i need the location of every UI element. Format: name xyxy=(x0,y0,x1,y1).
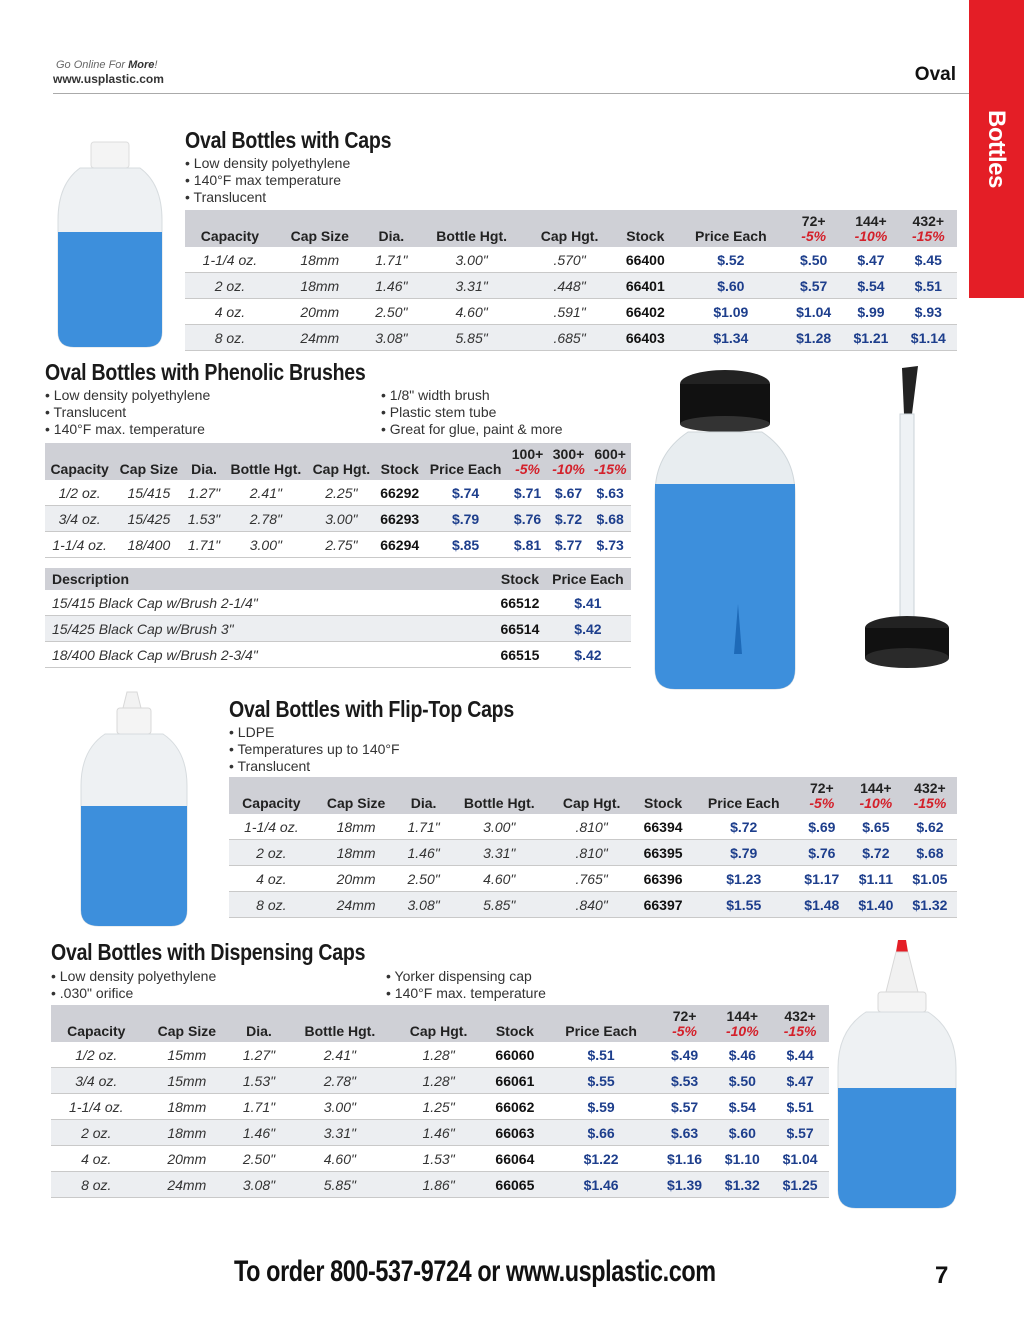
feature-item: • 140°F max. temperature xyxy=(386,985,546,1002)
table-caps xyxy=(185,210,957,351)
table-row xyxy=(229,840,957,866)
spec-cell: 3.08" xyxy=(232,1172,286,1198)
column-header: Description xyxy=(45,568,495,590)
oval-bottle-with-cap-image xyxy=(50,140,170,352)
spec-cell: 24mm xyxy=(314,892,399,918)
stock-number: 66292 xyxy=(376,480,424,506)
table-brush-accessories xyxy=(45,568,631,668)
spec-cell: 1.71" xyxy=(183,532,224,558)
spec-cell: 18mm xyxy=(275,247,365,273)
section-title-dispensing: Oval Bottles with Dispensing Caps xyxy=(51,939,366,965)
spec-cell: 8 oz. xyxy=(229,892,314,918)
price-cell: $1.39 xyxy=(656,1172,714,1198)
price-cell: $.57 xyxy=(771,1120,829,1146)
column-header: Price Each xyxy=(424,443,507,480)
stock-number: 66064 xyxy=(483,1146,546,1172)
header-divider xyxy=(53,93,969,94)
stock-number: 66514 xyxy=(495,616,545,642)
price-cell: $1.25 xyxy=(771,1172,829,1198)
column-header: Cap Hgt. xyxy=(525,210,614,247)
price-cell: $.50 xyxy=(785,247,842,273)
price-cell: $1.40 xyxy=(849,892,903,918)
price-cell: $1.09 xyxy=(677,299,785,325)
price-cell: $1.17 xyxy=(795,866,849,892)
price-cell: $.68 xyxy=(903,840,957,866)
price-cell: $.69 xyxy=(795,814,849,840)
table-dispensing xyxy=(51,1005,829,1198)
column-header: Price Each xyxy=(677,210,785,247)
stock-number: 66401 xyxy=(614,273,677,299)
stock-number: 66063 xyxy=(483,1120,546,1146)
spec-cell: 1.53" xyxy=(232,1068,286,1094)
price-cell: $.51 xyxy=(900,273,957,299)
spec-cell: 3/4 oz. xyxy=(51,1068,142,1094)
column-header: Cap Size xyxy=(275,210,365,247)
price-cell: $.76 xyxy=(795,840,849,866)
spec-cell: 2.41" xyxy=(225,480,308,506)
spec-cell: 2 oz. xyxy=(185,273,275,299)
column-header: Capacity xyxy=(51,1005,142,1042)
table-flip-top xyxy=(229,777,957,918)
spec-cell: 3.31" xyxy=(286,1120,394,1146)
price-cell: $1.32 xyxy=(903,892,957,918)
stock-number: 66400 xyxy=(614,247,677,273)
column-header: 144+ -10% xyxy=(842,210,899,247)
spec-cell: .591" xyxy=(525,299,614,325)
price-cell: $1.55 xyxy=(693,892,795,918)
spec-cell: 1.28" xyxy=(394,1042,483,1068)
feature-list-brushes-left xyxy=(45,387,210,438)
price-cell: $.41 xyxy=(545,590,631,616)
spec-cell: 1-1/4 oz. xyxy=(185,247,275,273)
column-header: Dia. xyxy=(183,443,224,480)
price-cell: $.62 xyxy=(903,814,957,840)
price-cell: $.85 xyxy=(424,532,507,558)
spec-cell: 4.60" xyxy=(286,1146,394,1172)
stock-number: 66512 xyxy=(495,590,545,616)
price-cell: $.47 xyxy=(771,1068,829,1094)
spec-cell: 4 oz. xyxy=(229,866,314,892)
spec-cell: 8 oz. xyxy=(185,325,275,351)
feature-list-brushes-right xyxy=(381,387,563,438)
spec-cell: 3.31" xyxy=(418,273,525,299)
price-cell: $1.23 xyxy=(693,866,795,892)
price-cell: $.46 xyxy=(713,1042,771,1068)
price-cell: $.53 xyxy=(656,1068,714,1094)
price-cell: $1.28 xyxy=(785,325,842,351)
table-row xyxy=(51,1068,829,1094)
stock-number: 66293 xyxy=(376,506,424,532)
feature-item: • Yorker dispensing cap xyxy=(386,968,546,985)
stock-number: 66065 xyxy=(483,1172,546,1198)
price-cell: $1.04 xyxy=(785,299,842,325)
table-row xyxy=(45,616,631,642)
feature-item: • LDPE xyxy=(229,724,400,741)
description-cell: 15/425 Black Cap w/Brush 3" xyxy=(45,616,495,642)
column-header: Cap Hgt. xyxy=(550,777,634,814)
column-header: 432+ -15% xyxy=(900,210,957,247)
column-header: 432+ -15% xyxy=(771,1005,829,1042)
spec-cell: 15/425 xyxy=(114,506,183,532)
tagline: Go Online For More! xyxy=(56,59,158,71)
column-header: Stock xyxy=(483,1005,546,1042)
oval-bottle-flip-top-image xyxy=(75,690,195,930)
spec-cell: 2.41" xyxy=(286,1042,394,1068)
price-cell: $.66 xyxy=(547,1120,656,1146)
price-cell: $.50 xyxy=(713,1068,771,1094)
price-cell: $1.34 xyxy=(677,325,785,351)
spec-cell: 1.46" xyxy=(232,1120,286,1146)
table-row xyxy=(185,325,957,351)
spec-cell: 4 oz. xyxy=(51,1146,142,1172)
table-brushes xyxy=(45,443,631,558)
column-header: Bottle Hgt. xyxy=(418,210,525,247)
price-cell: $.49 xyxy=(656,1042,714,1068)
description-cell: 18/400 Black Cap w/Brush 2-3/4" xyxy=(45,642,495,668)
column-header: 600+ -15% xyxy=(589,443,631,480)
price-cell: $1.14 xyxy=(900,325,957,351)
spec-cell: 4 oz. xyxy=(185,299,275,325)
spec-cell: 15mm xyxy=(142,1068,233,1094)
spec-cell: 3.08" xyxy=(365,325,418,351)
column-header: Capacity xyxy=(185,210,275,247)
spec-cell: 5.85" xyxy=(449,892,550,918)
spec-cell: 2.50" xyxy=(398,866,448,892)
spec-cell: 2.75" xyxy=(307,532,375,558)
price-cell: $.57 xyxy=(656,1094,714,1120)
spec-cell: 20mm xyxy=(142,1146,233,1172)
column-header: 72+ -5% xyxy=(795,777,849,814)
spec-cell: 1-1/4 oz. xyxy=(229,814,314,840)
column-header: Price Each xyxy=(545,568,631,590)
price-cell: $.76 xyxy=(507,506,547,532)
spec-cell: 3.00" xyxy=(286,1094,394,1120)
spec-cell: 1.46" xyxy=(398,840,448,866)
price-cell: $.60 xyxy=(677,273,785,299)
spec-cell: .685" xyxy=(525,325,614,351)
spec-cell: 4.60" xyxy=(449,866,550,892)
price-cell: $.63 xyxy=(656,1120,714,1146)
spec-cell: 3/4 oz. xyxy=(45,506,114,532)
column-header: Cap Hgt. xyxy=(307,443,375,480)
spec-cell: 3.00" xyxy=(225,532,308,558)
spec-cell: 15mm xyxy=(142,1042,233,1068)
price-cell: $.65 xyxy=(849,814,903,840)
column-header: Stock xyxy=(376,443,424,480)
column-header: Cap Size xyxy=(314,777,399,814)
feature-item: • Plastic stem tube xyxy=(381,404,563,421)
column-header: Bottle Hgt. xyxy=(225,443,308,480)
feature-item: • Temperatures up to 140°F xyxy=(229,741,400,758)
oval-bottle-dispensing-image xyxy=(832,938,962,1214)
table-row xyxy=(51,1120,829,1146)
spec-cell: 5.85" xyxy=(418,325,525,351)
column-header: Capacity xyxy=(45,443,114,480)
spec-cell: .810" xyxy=(550,840,634,866)
table-row xyxy=(45,506,631,532)
price-cell: $1.22 xyxy=(547,1146,656,1172)
feature-item: • Low density polyethylene xyxy=(51,968,216,985)
feature-item: • .030" orifice xyxy=(51,985,216,1002)
spec-cell: .765" xyxy=(550,866,634,892)
category-tab: Bottles xyxy=(969,0,1024,298)
price-cell: $1.46 xyxy=(547,1172,656,1198)
spec-cell: 1.27" xyxy=(183,480,224,506)
price-cell: $.99 xyxy=(842,299,899,325)
price-cell: $.79 xyxy=(424,506,507,532)
stock-number: 66062 xyxy=(483,1094,546,1120)
feature-item: • Low density polyethylene xyxy=(185,155,350,172)
stock-number: 66403 xyxy=(614,325,677,351)
spec-cell: 1.27" xyxy=(232,1042,286,1068)
spec-cell: 3.31" xyxy=(449,840,550,866)
feature-item: • Translucent xyxy=(45,404,210,421)
price-cell: $.72 xyxy=(849,840,903,866)
spec-cell: 3.00" xyxy=(418,247,525,273)
price-cell: $1.05 xyxy=(903,866,957,892)
price-cell: $.67 xyxy=(548,480,590,506)
price-cell: $.72 xyxy=(548,506,590,532)
spec-cell: 1-1/4 oz. xyxy=(51,1094,142,1120)
price-cell: $.68 xyxy=(589,506,631,532)
spec-cell: 1.71" xyxy=(232,1094,286,1120)
column-header: 144+ -10% xyxy=(713,1005,771,1042)
table-row xyxy=(185,299,957,325)
price-cell: $.60 xyxy=(713,1120,771,1146)
feature-item: • 140°F max. temperature xyxy=(45,421,210,438)
table-row xyxy=(45,532,631,558)
price-cell: $.47 xyxy=(842,247,899,273)
feature-item: • Great for glue, paint & more xyxy=(381,421,563,438)
spec-cell: .840" xyxy=(550,892,634,918)
feature-item: • Translucent xyxy=(229,758,400,775)
spec-cell: 18mm xyxy=(314,814,399,840)
spec-cell: 1/2 oz. xyxy=(45,480,114,506)
spec-cell: 3.00" xyxy=(449,814,550,840)
price-cell: $.55 xyxy=(547,1068,656,1094)
column-header: 144+ -10% xyxy=(849,777,903,814)
spec-cell: 1.28" xyxy=(394,1068,483,1094)
column-header: Capacity xyxy=(229,777,314,814)
spec-cell: 18mm xyxy=(275,273,365,299)
spec-cell: 1-1/4 oz. xyxy=(45,532,114,558)
spec-cell: 2.78" xyxy=(286,1068,394,1094)
feature-item: • Low density polyethylene xyxy=(45,387,210,404)
column-header: 72+ -5% xyxy=(656,1005,714,1042)
oval-bottle-with-brush-image xyxy=(650,364,800,694)
section-title-flip-top: Oval Bottles with Flip-Top Caps xyxy=(229,696,515,722)
price-cell: $1.21 xyxy=(842,325,899,351)
description-cell: 15/415 Black Cap w/Brush 2-1/4" xyxy=(45,590,495,616)
feature-list-dispensing-right xyxy=(386,968,546,1002)
spec-cell: 2 oz. xyxy=(229,840,314,866)
spec-cell: 3.00" xyxy=(307,506,375,532)
spec-cell: 2.50" xyxy=(365,299,418,325)
feature-item: • 1/8" width brush xyxy=(381,387,563,404)
column-header: Cap Size xyxy=(114,443,183,480)
stock-number: 66395 xyxy=(633,840,692,866)
price-cell: $.44 xyxy=(771,1042,829,1068)
column-header: 72+ -5% xyxy=(785,210,842,247)
column-header: Bottle Hgt. xyxy=(286,1005,394,1042)
column-header: Dia. xyxy=(398,777,448,814)
spec-cell: 2.25" xyxy=(307,480,375,506)
site-url[interactable]: www.usplastic.com xyxy=(53,72,164,86)
stock-number: 66294 xyxy=(376,532,424,558)
spec-cell: 24mm xyxy=(142,1172,233,1198)
column-header: Stock xyxy=(633,777,692,814)
spec-cell: 20mm xyxy=(275,299,365,325)
table-row xyxy=(51,1042,829,1068)
section-name: Oval xyxy=(914,64,956,85)
price-cell: $.71 xyxy=(507,480,547,506)
table-row xyxy=(185,273,957,299)
stock-number: 66061 xyxy=(483,1068,546,1094)
price-cell: $.52 xyxy=(677,247,785,273)
stock-number: 66402 xyxy=(614,299,677,325)
spec-cell: 1.53" xyxy=(183,506,224,532)
spec-cell: 1/2 oz. xyxy=(51,1042,142,1068)
spec-cell: 18mm xyxy=(142,1120,233,1146)
feature-item: • Translucent xyxy=(185,189,350,206)
price-cell: $.72 xyxy=(693,814,795,840)
spec-cell: 1.86" xyxy=(394,1172,483,1198)
column-header: Bottle Hgt. xyxy=(449,777,550,814)
spec-cell: 2.50" xyxy=(232,1146,286,1172)
price-cell: $.57 xyxy=(785,273,842,299)
price-cell: $1.16 xyxy=(656,1146,714,1172)
price-cell: $.63 xyxy=(589,480,631,506)
page-number: 7 xyxy=(935,1262,949,1289)
stock-number: 66060 xyxy=(483,1042,546,1068)
spec-cell: 2.78" xyxy=(225,506,308,532)
price-cell: $.51 xyxy=(547,1042,656,1068)
spec-cell: 18mm xyxy=(314,840,399,866)
spec-cell: 3.08" xyxy=(398,892,448,918)
feature-list-flip-top xyxy=(229,724,400,775)
price-cell: $1.32 xyxy=(713,1172,771,1198)
column-header: Price Each xyxy=(547,1005,656,1042)
table-row xyxy=(51,1172,829,1198)
stock-number: 66396 xyxy=(633,866,692,892)
column-header: Price Each xyxy=(693,777,795,814)
stock-number: 66394 xyxy=(633,814,692,840)
section-title-brushes: Oval Bottles with Phenolic Brushes xyxy=(45,359,366,385)
price-cell: $.42 xyxy=(545,642,631,668)
table-row xyxy=(229,892,957,918)
spec-cell: 1.53" xyxy=(394,1146,483,1172)
price-cell: $.42 xyxy=(545,616,631,642)
spec-cell: 1.46" xyxy=(394,1120,483,1146)
spec-cell: .810" xyxy=(550,814,634,840)
stock-number: 66515 xyxy=(495,642,545,668)
column-header: Cap Hgt. xyxy=(394,1005,483,1042)
spec-cell: 15/415 xyxy=(114,480,183,506)
spec-cell: 20mm xyxy=(314,866,399,892)
table-row xyxy=(51,1146,829,1172)
price-cell: $.54 xyxy=(713,1094,771,1120)
spec-cell: 18/400 xyxy=(114,532,183,558)
section-title-caps: Oval Bottles with Caps xyxy=(185,127,392,153)
spec-cell: 1.71" xyxy=(398,814,448,840)
spec-cell: 1.25" xyxy=(394,1094,483,1120)
price-cell: $.51 xyxy=(771,1094,829,1120)
table-row xyxy=(229,866,957,892)
spec-cell: .448" xyxy=(525,273,614,299)
brush-cap-image xyxy=(862,366,962,676)
column-header: 100+ -5% xyxy=(507,443,547,480)
spec-cell: 4.60" xyxy=(418,299,525,325)
spec-cell: 2 oz. xyxy=(51,1120,142,1146)
stock-number: 66397 xyxy=(633,892,692,918)
column-header: Dia. xyxy=(232,1005,286,1042)
spec-cell: 24mm xyxy=(275,325,365,351)
price-cell: $1.11 xyxy=(849,866,903,892)
spec-cell: 5.85" xyxy=(286,1172,394,1198)
table-row xyxy=(185,247,957,273)
column-header: Stock xyxy=(614,210,677,247)
order-footer: To order 800-537-9724 or www.usplastic.com xyxy=(234,1255,716,1288)
spec-cell: 1.71" xyxy=(365,247,418,273)
spec-cell: 8 oz. xyxy=(51,1172,142,1198)
spec-cell: .570" xyxy=(525,247,614,273)
price-cell: $1.48 xyxy=(795,892,849,918)
price-cell: $.79 xyxy=(693,840,795,866)
price-cell: $.45 xyxy=(900,247,957,273)
price-cell: $.59 xyxy=(547,1094,656,1120)
price-cell: $.77 xyxy=(548,532,590,558)
column-header: Dia. xyxy=(365,210,418,247)
price-cell: $.73 xyxy=(589,532,631,558)
table-row xyxy=(45,590,631,616)
column-header: Stock xyxy=(495,568,545,590)
table-row xyxy=(45,480,631,506)
spec-cell: 1.46" xyxy=(365,273,418,299)
column-header: Cap Size xyxy=(142,1005,233,1042)
price-cell: $.81 xyxy=(507,532,547,558)
table-row xyxy=(45,642,631,668)
feature-item: • 140°F max temperature xyxy=(185,172,350,189)
feature-list-dispensing-left xyxy=(51,968,216,1002)
price-cell: $.54 xyxy=(842,273,899,299)
price-cell: $1.10 xyxy=(713,1146,771,1172)
feature-list-caps xyxy=(185,155,350,206)
spec-cell: 18mm xyxy=(142,1094,233,1120)
column-header: 432+ -15% xyxy=(903,777,957,814)
price-cell: $1.04 xyxy=(771,1146,829,1172)
price-cell: $.74 xyxy=(424,480,507,506)
price-cell: $.93 xyxy=(900,299,957,325)
table-row xyxy=(51,1094,829,1120)
column-header: 300+ -10% xyxy=(548,443,590,480)
table-row xyxy=(229,814,957,840)
